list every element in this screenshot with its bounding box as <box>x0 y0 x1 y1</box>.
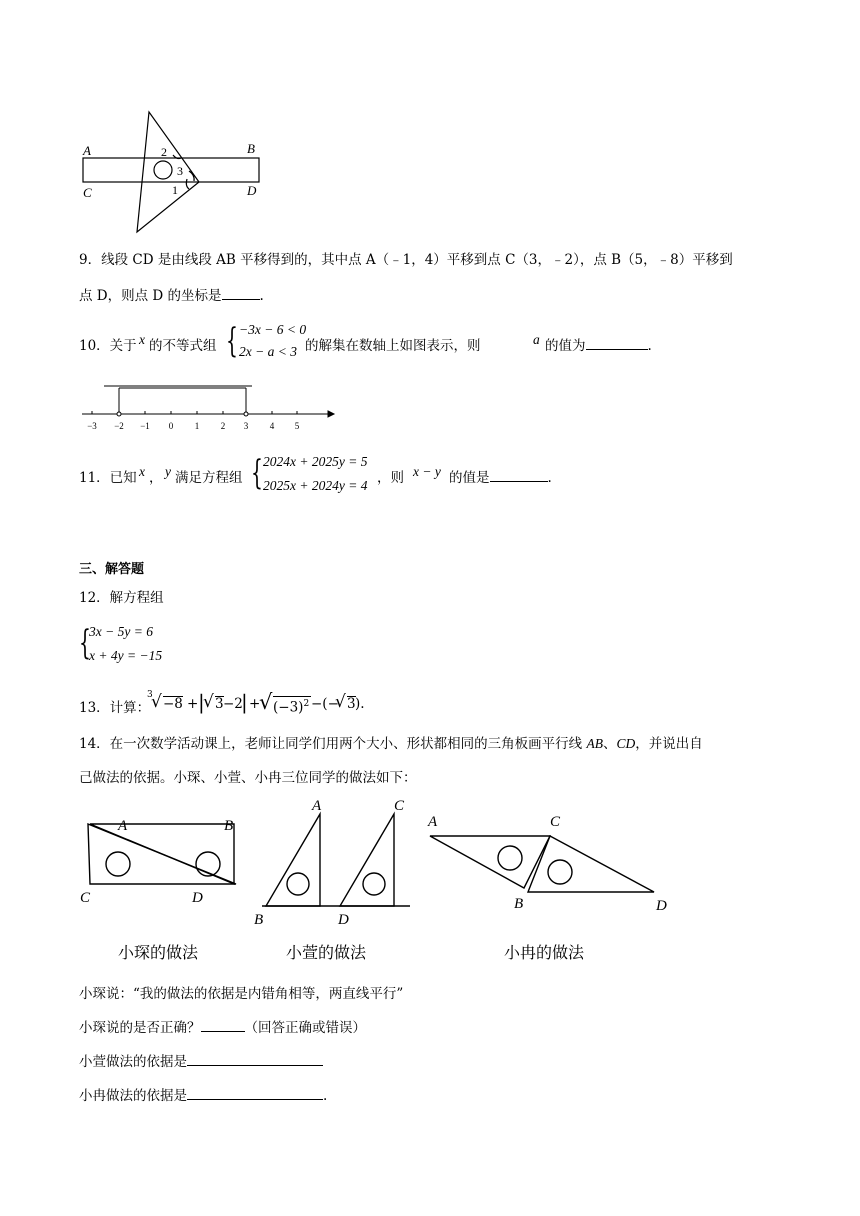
system-brace: { <box>251 453 263 493</box>
radical-sign: √ <box>259 690 273 714</box>
question-9-line-2 <box>79 284 264 304</box>
fig3-label-C: C <box>550 814 561 830</box>
radical-sign: √ <box>151 692 162 712</box>
fig1-label-A: A <box>118 818 128 834</box>
expression-x-minus-y: x − y <box>413 464 441 479</box>
separator: ， <box>149 470 163 486</box>
question-14-text: 14．在一次数学活动课上，老师让同学们用两个大小、形状都相同的三角板画平行线 <box>79 736 583 752</box>
tick-label: 5 <box>294 421 300 431</box>
tick-label: 2 <box>220 421 226 431</box>
answer-blank-10[interactable] <box>586 337 648 350</box>
plus-sign: + <box>187 696 199 712</box>
var-a: a <box>533 332 540 347</box>
var-x: x <box>139 332 145 347</box>
caption-xiaoran: 小冉的做法 <box>504 943 585 962</box>
answer-blank-9[interactable] <box>222 287 260 300</box>
ask-hint: （回答正确或错误） <box>244 1020 366 1036</box>
tick-label: −2 <box>114 421 124 431</box>
xuan-text: 小萱做法的依据是 <box>79 1054 187 1070</box>
cube-root-arg: −8 <box>163 696 183 712</box>
answer-blank-14c[interactable] <box>187 1087 323 1100</box>
label-C: C <box>83 185 92 200</box>
sqrt-3: 3 <box>215 696 224 712</box>
inequality-2: 2x − a < 3 <box>239 344 297 359</box>
equation-1: 2024x + 2025y = 5 <box>263 454 368 469</box>
equation-2: 2025x + 2024y = 4 <box>263 478 368 493</box>
square-arg <box>273 696 311 716</box>
number-line <box>82 382 342 434</box>
separator: 、 <box>602 736 617 752</box>
fig3-label-D: D <box>656 898 667 914</box>
question-11-value-text: 的值是 <box>449 470 490 486</box>
fig1-label-C: C <box>80 890 91 906</box>
question-11-mid: 满足方程组 <box>175 470 243 486</box>
tick-label: 3 <box>243 421 249 431</box>
parallel-lines-triangle-figure <box>75 105 275 235</box>
close-paren: ) <box>355 696 361 712</box>
xiaochen-statement: 小琛说：“我的做法的依据是内错角相等，两直线平行” <box>79 986 404 1002</box>
caption-xiaoxuan: 小萱的做法 <box>286 943 367 962</box>
period: . <box>547 470 552 486</box>
system-brace: { <box>79 623 91 663</box>
ask-text: 小琛说的是否正确？ <box>79 1020 201 1036</box>
equation-2: x + 4y = −15 <box>89 648 163 663</box>
question-14-ran <box>79 1084 327 1104</box>
label-D: D <box>247 183 257 198</box>
label-B: B <box>247 141 255 156</box>
segment-AB: AB <box>586 736 603 751</box>
angle-2-label: 2 <box>161 145 167 159</box>
square-exponent: 2 <box>303 699 310 709</box>
angle-3-label: 3 <box>177 164 183 178</box>
question-10-suffix-2 <box>545 334 652 354</box>
tick-label: 0 <box>168 421 174 431</box>
section-title: 三、解答题 <box>79 562 145 577</box>
question-14-line-1 <box>79 732 703 752</box>
question-10-suffix: 的解集在数轴上如图表示，则 <box>305 338 481 354</box>
fig2-label-D: D <box>338 912 349 926</box>
var-y: y <box>165 464 171 479</box>
period: . <box>259 288 264 304</box>
system-brace: { <box>226 321 238 361</box>
tick-label: 4 <box>269 421 275 431</box>
answer-blank-14b[interactable] <box>187 1053 323 1066</box>
fig2-label-C: C <box>394 798 405 814</box>
label-A: A <box>83 143 91 158</box>
equation-1: 3x − 5y = 6 <box>89 624 153 639</box>
var-x: x <box>139 464 145 479</box>
fig2-label-B: B <box>254 912 264 926</box>
fig1-label-B: B <box>224 818 234 834</box>
tick-label: −3 <box>87 421 97 431</box>
question-10-value-text: 的值为 <box>545 338 586 354</box>
abs-bar-right: | <box>241 690 248 714</box>
question-14-line-2: 己做法的依据。小琛、小萱、小冉三位同学的做法如下： <box>79 770 417 786</box>
answer-blank-11[interactable] <box>490 469 548 482</box>
fig1-label-D: D <box>192 890 203 906</box>
abs-rest: −2 <box>223 696 243 712</box>
angle-1-label: 1 <box>172 183 178 197</box>
period: . <box>647 338 652 354</box>
question-9-line-1: 9．线段 CD 是由线段 AB 平移得到的，其中点 A（﹣1，4）平移到点 C（3，﹣2），点 B（5，﹣8）平移到 <box>79 252 733 268</box>
answer-blank-14a[interactable] <box>201 1019 245 1032</box>
question-10-prefix: 10．关于 <box>79 338 137 354</box>
last-suffix <box>355 696 365 712</box>
last-prefix: −(− <box>311 696 339 712</box>
fig3-label-B: B <box>514 896 524 912</box>
caption-xiaochen: 小琛的做法 <box>118 943 199 962</box>
period: . <box>360 696 365 712</box>
plus-sign: + <box>249 696 261 712</box>
question-11-prefix: 11．已知 <box>79 470 137 486</box>
tick-label: 1 <box>194 421 200 431</box>
cube-root-index: 3 <box>147 690 153 700</box>
period: . <box>323 1088 328 1104</box>
triangle-rulers-figures <box>76 796 696 926</box>
question-11-suffix: ，则 <box>377 470 404 486</box>
question-12-title: 12．解方程组 <box>79 590 164 606</box>
question-10-mid: 的不等式组 <box>149 338 217 354</box>
radical-sign: √ <box>335 692 346 712</box>
question-13-prefix: 13．计算： <box>79 700 151 716</box>
question-11-suffix-2 <box>449 466 552 486</box>
ran-text: 小冉做法的依据是 <box>79 1088 187 1104</box>
fig3-label-A: A <box>428 814 438 830</box>
sqrt-3-last: 3 <box>347 696 356 712</box>
question-14-ask <box>79 1016 366 1036</box>
abs-bar-left: | <box>198 690 205 714</box>
square-base: (−3) <box>273 699 304 716</box>
inequality-1: −3x − 6 < 0 <box>239 322 307 337</box>
question-14-text-end: ，并说出自 <box>635 736 703 752</box>
tick-label: −1 <box>140 421 150 431</box>
fig2-label-A: A <box>312 798 322 814</box>
question-14-xuan <box>79 1050 323 1070</box>
radical-sign: √ <box>203 692 214 712</box>
segment-CD: CD <box>616 736 636 751</box>
question-9-text: 点 D，则点 D 的坐标是 <box>79 288 222 304</box>
